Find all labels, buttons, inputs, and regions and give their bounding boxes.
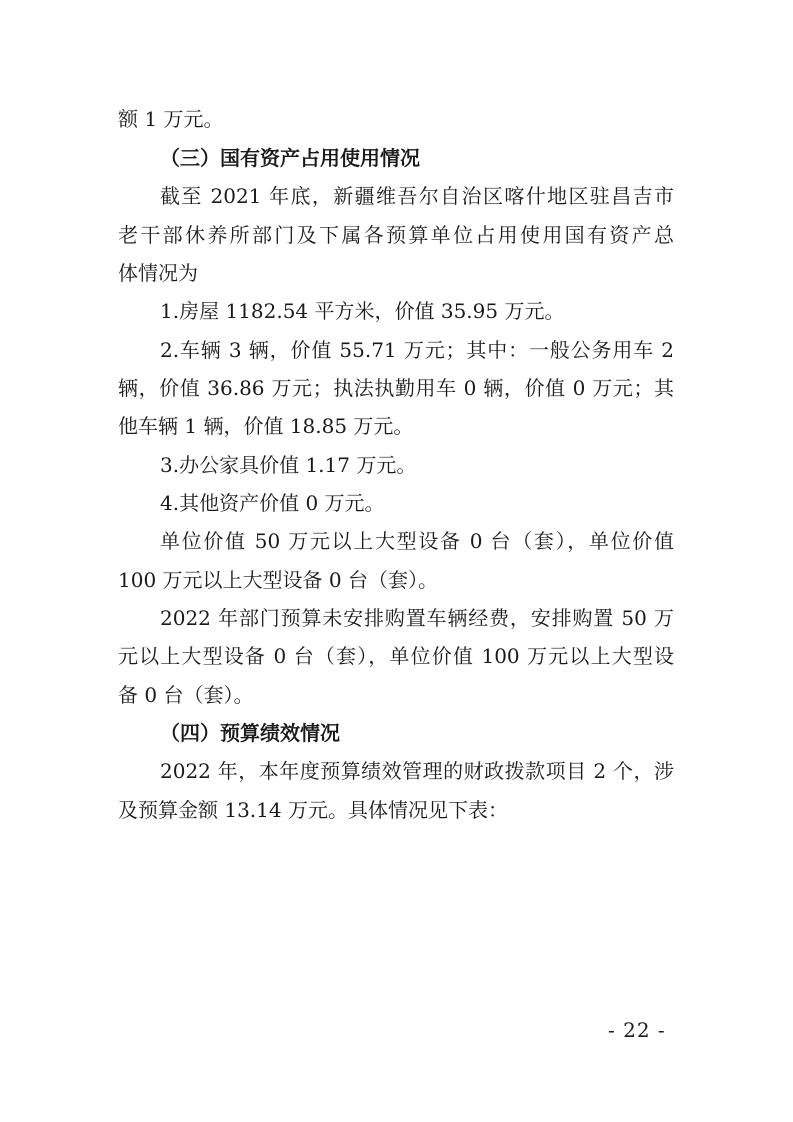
page-number: - 22 - xyxy=(608,1018,666,1042)
paragraph-line: 辆，价值 36.86 万元；执法执勤用车 0 辆，价值 0 万元；其 xyxy=(118,376,674,400)
section-heading-assets: （三）国有资产占用使用情况 xyxy=(160,146,420,170)
list-item-furniture: 3.办公家具价值 1.17 万元。 xyxy=(160,453,417,477)
paragraph-line: 元以上大型设备 0 台（套），单位价值 100 万元以上大型设 xyxy=(118,644,674,668)
list-item-other-assets: 4.其他资产价值 0 万元。 xyxy=(160,491,385,515)
paragraph-line: 他车辆 1 辆，价值 18.85 万元。 xyxy=(118,414,414,438)
paragraph-line: 体情况为 xyxy=(118,261,198,285)
list-item-housing: 1.房屋 1182.54 平方米，价值 35.95 万元。 xyxy=(160,299,565,323)
paragraph-line: 100 万元以上大型设备 0 台（套）。 xyxy=(118,568,438,592)
paragraph-line: 老干部休养所部门及下属各预算单位占用使用国有资产总 xyxy=(118,223,674,247)
paragraph-line: 单位价值 50 万元以上大型设备 0 台（套），单位价值 xyxy=(160,529,674,553)
list-item-vehicles: 2.车辆 3 辆，价值 55.71 万元；其中：一般公务用车 2 xyxy=(160,338,674,362)
paragraph-line: 及预算金额 13.14 万元。具体情况见下表： xyxy=(118,798,508,822)
paragraph-line: 2022 年部门预算未安排购置车辆经费，安排购置 50 万 xyxy=(160,606,674,630)
paragraph-line: 2022 年，本年度预算绩效管理的财政拨款项目 2 个，涉 xyxy=(160,759,674,783)
paragraph-line: 备 0 台（套）。 xyxy=(118,683,254,707)
section-heading-performance: （四）预算绩效情况 xyxy=(160,721,340,745)
paragraph-line: 截至 2021 年底，新疆维吾尔自治区喀什地区驻昌吉市 xyxy=(160,184,674,208)
paragraph-line: 额 1 万元。 xyxy=(118,107,224,131)
